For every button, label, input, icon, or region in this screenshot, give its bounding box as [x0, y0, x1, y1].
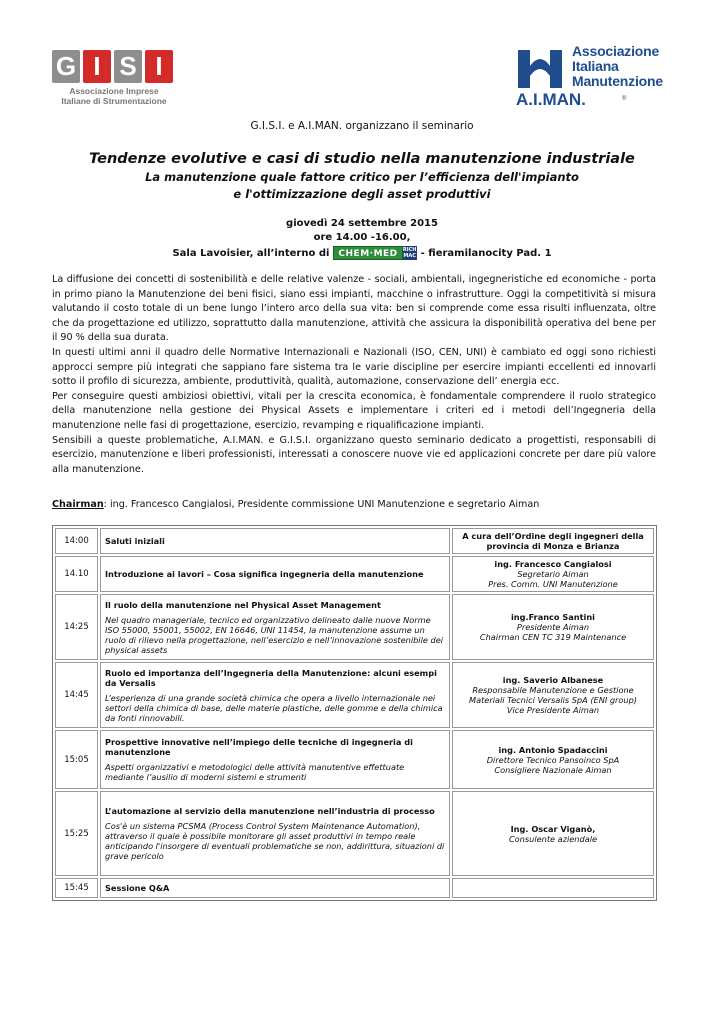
aiman-line-1: Associazione: [572, 43, 660, 59]
speaker-role: Pres. Comm. UNI Manutenzione: [488, 579, 618, 589]
paragraph: Sensibili a queste problematiche, A.I.MAN. e G.I.S.I. organizzano questo seminario dedicato a progettisti, responsabili di esercizio, manutenzione e liberi professionisti, interessati a conoscere nuove vie ed applicazioni concrete per dare più valore alla manutenzione.: [52, 434, 656, 475]
aiman-acronym: A.I.MAN.: [516, 90, 586, 109]
aiman-line-2: Italiana: [572, 58, 619, 74]
gisi-letter-s: S: [114, 50, 142, 83]
speaker-role: Chairman CEN TC 319 Maintenance: [479, 632, 627, 642]
topic-title: Saluti iniziali: [105, 536, 165, 546]
gisi-subtitle-2: Italiane di Strumentazione: [61, 96, 167, 106]
program-speaker: [452, 594, 654, 660]
topic-description: Aspetti organizzativi e metodologici delle attività manutentive effettuate mediante l’ausilio di moderni sistemi e strumenti: [105, 762, 405, 782]
program-row: [55, 556, 654, 592]
event-time: ore 14.00 -16.00,: [313, 232, 411, 243]
aiman-name: [572, 44, 663, 89]
aiman-line-3: Manutenzione: [572, 73, 663, 89]
event-date: giovedì 24 settembre 2015: [286, 218, 438, 229]
speaker-role: Presidente Aiman: [516, 622, 590, 632]
chemmed-logo: [333, 246, 416, 260]
chairman-label: Chairman: [52, 499, 104, 510]
gisi-letter-i: I: [83, 50, 111, 83]
seminar-description: [52, 273, 656, 477]
speaker-role: Consulente aziendale: [508, 833, 598, 844]
event-location: [0, 246, 724, 260]
program-time: 14.10: [55, 556, 98, 592]
topic-title: L’automazione al servizio della manutenzione nell’industria di processo: [105, 806, 435, 816]
aiman-wrench-icon: [516, 46, 566, 90]
program-speaker: [452, 556, 654, 592]
location-prefix: Sala Lavoisier, all’interno di: [172, 247, 330, 259]
aiman-registered-mark: ®: [622, 96, 627, 102]
gisi-subtitle-1: Associazione Imprese: [69, 86, 159, 96]
topic-title: Sessione Q&A: [105, 883, 170, 893]
speaker-name: A cura dell’Ordine degli ingegneri della provincia di Monza e Brianza: [462, 531, 644, 551]
topic-title: Il ruolo della manutenzione nel Physical Asset Management: [105, 599, 381, 610]
program-topic: [100, 594, 450, 660]
location-suffix: - fieramilanocity Pad. 1: [420, 247, 552, 259]
speaker-role: Direttore Tecnico Pansoinco SpA: [486, 754, 620, 765]
topic-description: L’esperienza di una grande società chimica che opera a livello internazionale nei settori della chimica di base, delle materie plastiche, delle gomme e della chimica da fonti rinnovabili.: [105, 692, 443, 723]
paragraph: Per conseguire questi ambiziosi obiettivi, vitali per la crescita economica, è fondamentale comprendere il ruolo strategico della manutenzione nella gestione dei Physical Assets e implementare i criteri ed i metodi dell’Ingegneria della manutenzione nelle fasi di progettazione, esercizio, revamping e riqualificazione impianti.: [52, 390, 656, 431]
program-topic: [100, 556, 450, 592]
topic-title: Introduzione ai lavori – Cosa significa ingegneria della manutenzione: [105, 569, 424, 579]
program-speaker: [452, 662, 654, 728]
paragraph: La diffusione dei concetti di sostenibilità e delle relative valenze - sociali, ambientali, ingegneristiche ed economiche - porta in primo piano la Manutenzione dei beni fisici, siano essi impianti, macchine o infrastrutture. Oggi la competitività si misura valutando il costo totale di un bene lungo l’intero arco della sua vita: ben si comprende come essa risulti influenzata, oltre che da progettazione ed utilizzo, soprattutto dalla manutenzione, attività che assicura la disponibilità operativa del bene per il 90 % della sua durata.: [52, 274, 656, 344]
program-speaker: [452, 878, 654, 898]
seminar-subtitle-1: La manutenzione quale fattore critico per l’efficienza dell'impianto: [145, 170, 579, 184]
program-time: 14:45: [55, 662, 98, 728]
program-speaker: [452, 730, 654, 789]
program-row: [55, 594, 654, 660]
speaker-name: ing.Franco Santini: [510, 612, 595, 622]
program-time: 15:05: [55, 730, 98, 789]
paragraph: In questi ultimi anni il quadro delle Normative Internazionali e Nazionali (ISO, CEN, UNI) è cambiato ed oggi sono richiesti approcci sempre più integrati che sappiano fare sistema tra le varie discipline per esercire impianti eccellenti ed innovarli sotto il profilo di sicurezza, ambiente, produttività, qualità, automazione, conservazione dell’ energia ecc.: [52, 346, 656, 388]
seminar-title: Tendenze evolutive e casi di studio nella manutenzione industriale: [89, 151, 635, 167]
speaker-role: Vice Presidente Aiman: [506, 705, 600, 715]
program-time: 15:45: [55, 878, 98, 898]
speaker-name: ing. Saverio Albanese: [502, 675, 604, 685]
program-time: 14:00: [55, 528, 98, 554]
gisi-letter-i2: I: [145, 50, 173, 83]
chairman-text: : ing. Francesco Cangialosi, Presidente commissione UNI Manutenzione e segretario Aiman: [103, 499, 540, 510]
speaker-name: ing. Francesco Cangialosi: [494, 559, 612, 569]
program-row: [55, 662, 654, 728]
program-topic: [100, 730, 450, 789]
gisi-letter-g: G: [52, 50, 80, 83]
speaker-role: Responsabile Manutenzione e Gestione: [472, 685, 634, 695]
topic-title: Ruolo ed importanza dell’Ingegneria della Manutenzione: alcuni esempi da Versalis: [105, 667, 437, 688]
topic-description: Nel quadro manageriale, tecnico ed organizzativo delineato dalle nuove Norme ISO 55000, 55001, 55002, EN 16646, UNI 11454, la manutenzione assume un ruolo di rilievo nella progettazione, nell’esercizio e nell’innovazione sostenibile dei physical assets: [105, 614, 444, 655]
aiman-logo: [516, 44, 676, 108]
program-speaker: [452, 528, 654, 554]
organizer-line: G.I.S.I. e A.I.MAN. organizzano il seminario: [250, 120, 474, 132]
program-topic: [100, 791, 450, 876]
chemmed-logo-text: CHEM·MED: [333, 246, 402, 260]
gisi-logo: [52, 50, 176, 112]
program-row: [55, 730, 654, 789]
chairman-line: [52, 499, 672, 510]
program-time: 15:25: [55, 791, 98, 876]
topic-title: Prospettive innovative nell’impiego delle tecniche di ingegneria di manutenzione: [105, 737, 413, 757]
speaker-role: Segretario Aiman: [517, 569, 589, 579]
seminar-subtitle-2: e l'ottimizzazione degli asset produttivi: [233, 187, 491, 201]
speaker-name: Ing. Oscar Viganò,: [510, 823, 596, 834]
speaker-role: Materiali Tecnici Versalis SpA (ENI group): [469, 695, 637, 705]
program-table: [52, 525, 657, 901]
topic-description: Cos'è un sistema PCSMA (Process Control System Maintenance Automation), attraverso il quale è possibile monitorare gli asset produttivi in tempo reale anticipando l'insorgere di eventuali problematiche se non, addirittura, situazioni di grave pericolo: [105, 821, 445, 861]
program-topic: [100, 528, 450, 554]
program-row: [55, 878, 654, 898]
program-row: [55, 528, 654, 554]
program-topic: [100, 878, 450, 898]
program-time: 14:25: [55, 594, 98, 660]
program-topic: [100, 662, 450, 728]
speaker-role: Consigliere Nazionale Aiman: [494, 764, 612, 775]
richmac-logo: RICH MAC: [402, 247, 417, 259]
program-speaker: [452, 791, 654, 876]
program-row: [55, 791, 654, 876]
speaker-name: ing. Antonio Spadaccini: [498, 744, 608, 755]
